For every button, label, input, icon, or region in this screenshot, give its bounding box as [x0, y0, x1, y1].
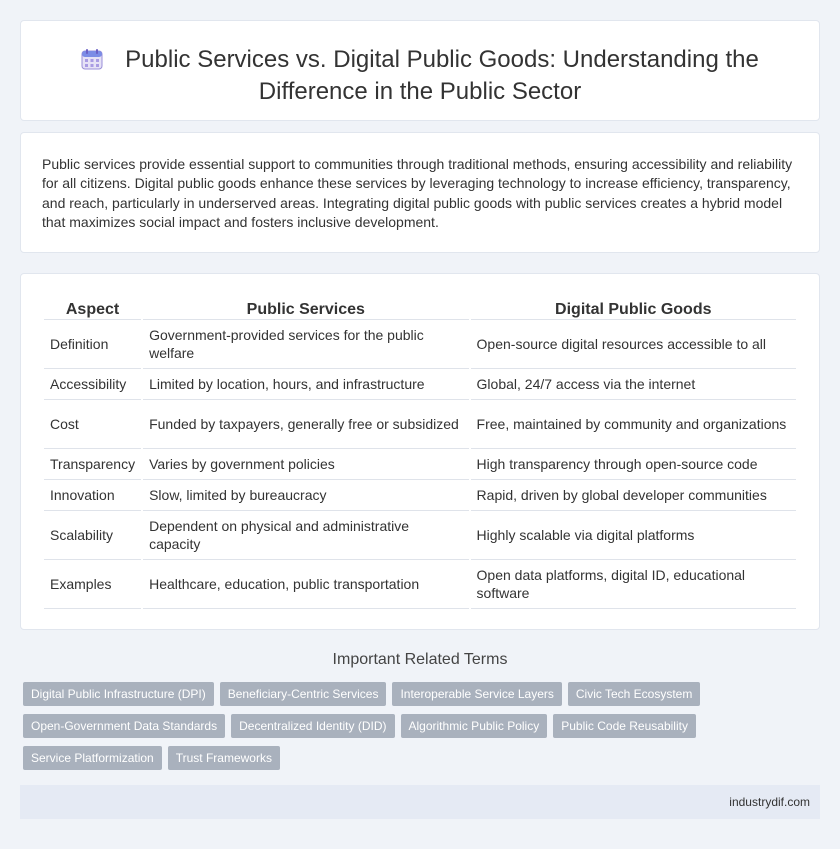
comparison-table: [42, 295, 798, 609]
term-tag[interactable]: Algorithmic Public Policy: [401, 714, 548, 738]
intro-paragraph: Public services provide essential support to communities through traditional methods, ensuring accessibility and reliability for all citizens. Digital public goods enhance these services by leveraging technology to increase efficiency, transparency, and reach, particularly in underserved areas. Integrating digital public goods with public services creates a hybrid model that maximizes social impact and fosters inclusive development.: [42, 156, 793, 231]
table-row: [44, 449, 796, 480]
related-terms-list: [23, 682, 703, 770]
row-public-services: Dependent on physical and administrative capacity: [143, 511, 468, 560]
term-tag[interactable]: Interoperable Service Layers: [392, 682, 561, 706]
row-aspect: Innovation: [44, 480, 141, 511]
row-digital-public-goods: High transparency through open-source code: [471, 449, 796, 480]
row-aspect: Scalability: [44, 511, 141, 560]
header-public-services: Public Services: [143, 295, 468, 320]
term-tag[interactable]: Beneficiary-Centric Services: [220, 682, 387, 706]
term-tag[interactable]: Trust Frameworks: [168, 746, 280, 770]
row-aspect: Cost: [44, 400, 141, 449]
term-tag[interactable]: Public Code Reusability: [553, 714, 696, 738]
row-public-services: Varies by government policies: [143, 449, 468, 480]
table-row: [44, 560, 796, 609]
row-public-services: Government-provided services for the public welfare: [143, 320, 468, 369]
title-line-1: Public Services vs. Digital Public Goods: Understanding the: [125, 46, 759, 73]
table-row: [44, 320, 796, 369]
row-digital-public-goods: Global, 24/7 access via the internet: [471, 369, 796, 400]
table-row: [44, 511, 796, 560]
row-digital-public-goods: Open data platforms, digital ID, educational software: [471, 560, 796, 609]
table-row: [44, 400, 796, 449]
intro-card: [20, 132, 820, 253]
table-header-row: [44, 295, 796, 320]
row-public-services: Slow, limited by bureaucracy: [143, 480, 468, 511]
term-tag[interactable]: Digital Public Infrastructure (DPI): [23, 682, 214, 706]
row-public-services: Healthcare, education, public transportation: [143, 560, 468, 609]
calendar-icon: [81, 48, 103, 77]
row-aspect: Examples: [44, 560, 141, 609]
title-line-2: Difference in the Public Sector: [258, 78, 582, 105]
related-terms-title: Important Related Terms: [332, 651, 508, 668]
row-digital-public-goods: Open-source digital resources accessible to all: [471, 320, 796, 369]
page-title: [21, 45, 819, 106]
row-public-services: Funded by taxpayers, generally free or subsidized: [143, 400, 468, 449]
row-aspect: Accessibility: [44, 369, 141, 400]
term-tag[interactable]: Decentralized Identity (DID): [231, 714, 394, 738]
term-tag[interactable]: Open-Government Data Standards: [23, 714, 225, 738]
row-digital-public-goods: Rapid, driven by global developer communities: [471, 480, 796, 511]
comparison-card: [20, 273, 820, 630]
header-aspect: Aspect: [44, 295, 141, 320]
footer-site-link[interactable]: industrydif.com: [729, 795, 810, 809]
row-aspect: Transparency: [44, 449, 141, 480]
header-digital-public-goods: Digital Public Goods: [471, 295, 796, 320]
row-public-services: Limited by location, hours, and infrastructure: [143, 369, 468, 400]
table-row: [44, 369, 796, 400]
title-card: [20, 20, 820, 121]
footer: [20, 785, 820, 819]
row-digital-public-goods: Highly scalable via digital platforms: [471, 511, 796, 560]
table-row: [44, 480, 796, 511]
row-digital-public-goods: Free, maintained by community and organizations: [471, 400, 796, 449]
term-tag[interactable]: Civic Tech Ecosystem: [568, 682, 700, 706]
term-tag[interactable]: Service Platformization: [23, 746, 162, 770]
row-aspect: Definition: [44, 320, 141, 369]
